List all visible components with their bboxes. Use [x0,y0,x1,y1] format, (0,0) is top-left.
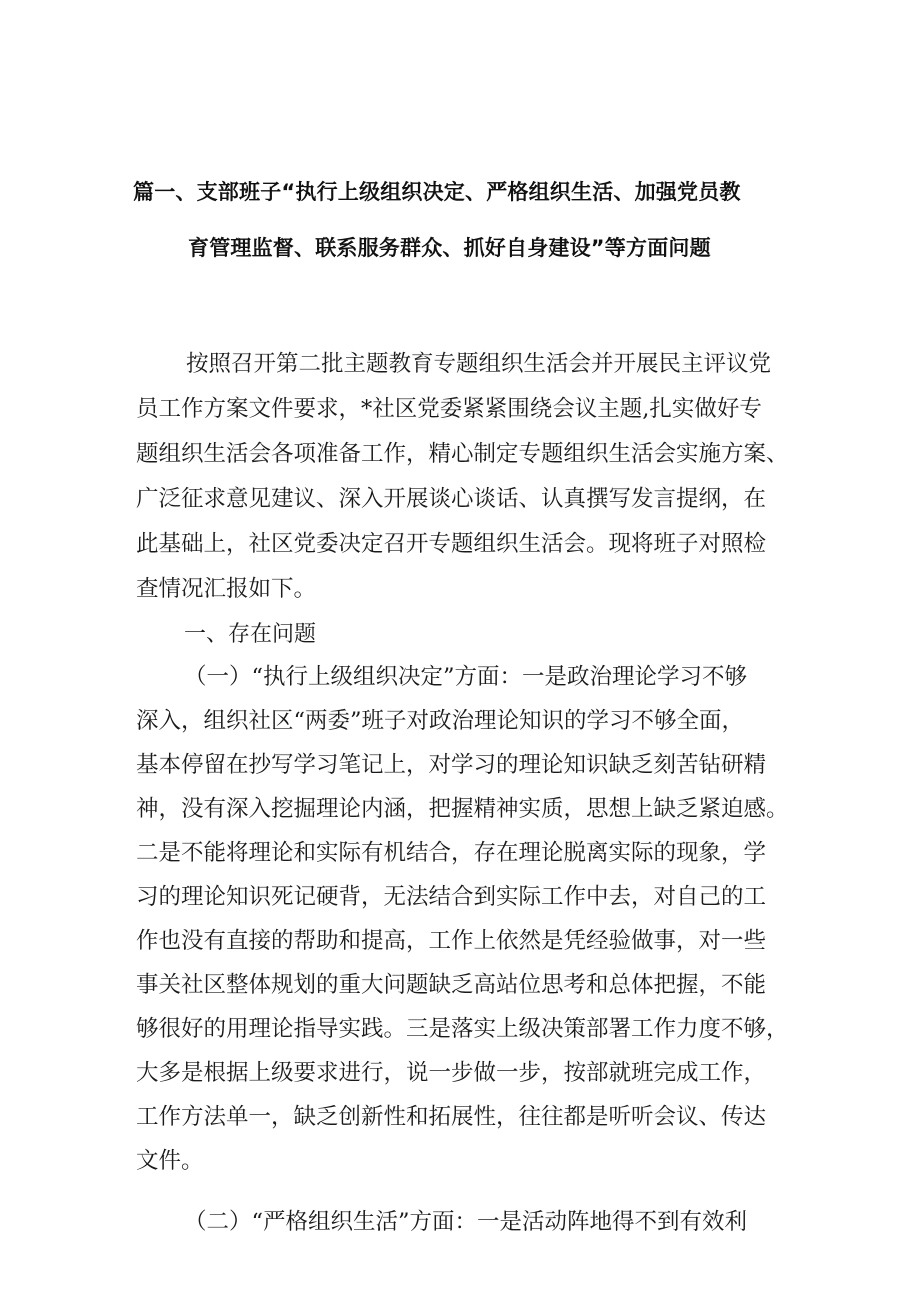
subsection-line: （二）“严格组织生活”方面：一是活动阵地得不到有效利 [184,1209,748,1235]
document-title-line-2: 育管理监督、联系服务群众、抓好自身建设”等方面问题 [188,236,711,260]
subsection-line: 习的理论知识死记硬背，无法结合到实际工作中去，对自己的工 [136,884,767,910]
intro-line: 按照召开第二批主题教育专题组织生活会并开展民主评议党 [186,351,772,377]
subsection-line: 够很好的用理论指导实践。三是落实上级决策部署工作力度不够， [136,1016,789,1042]
document-title-line-1: 篇一、支部班子“执行上级组织决定、严格组织生活、加强党员教 [133,180,741,204]
intro-line: 广泛征求意见建议、深入开展谈心谈话、认真撰写发言提纲，在 [136,486,767,512]
intro-line: 此基础上，社区党委决定召开专题组织生活会。现将班子对照检 [136,531,767,557]
subsection-line: 深入，组织社区“两委”班子对政治理论知识的学习不够全面， [136,708,745,734]
subsection-line: 二是不能将理论和实际有机结合，存在理论脱离实际的现象，学 [136,840,767,866]
subsection-line: 作也没有直接的帮助和提高，工作上依然是凭经验做事，对一些 [136,928,767,954]
subsection-line: 文件。 [136,1148,204,1174]
subsection-line: 基本停留在抄写学习笔记上，对学习的理论知识缺乏刻苦钻研精 [136,752,767,778]
subsection-line: 工作方法单一，缺乏创新性和拓展性，往往都是听听会议、传达 [136,1104,767,1130]
subsection-line: （一）“执行上级组织决定”方面：一是政治理论学习不够 [184,664,748,690]
subsection-line: 大多是根据上级要求进行，说一步做一步，按部就班完成工作， [136,1060,767,1086]
intro-line: 题组织生活会各项准备工作，精心制定专题组织生活会实施方案、 [136,441,789,467]
intro-line: 员工作方案文件要求，*社区党委紧紧围绕会议主题,扎实做好专 [136,396,762,422]
intro-line: 查情况汇报如下。 [136,576,317,602]
subsection-line: 事关社区整体规划的重大问题缺乏高站位思考和总体把握，不能 [136,972,767,998]
subsection-line: 神，没有深入挖掘理论内涵，把握精神实质，思想上缺乏紧迫感。 [136,796,789,822]
section-heading: 一、存在问题 [184,622,317,647]
